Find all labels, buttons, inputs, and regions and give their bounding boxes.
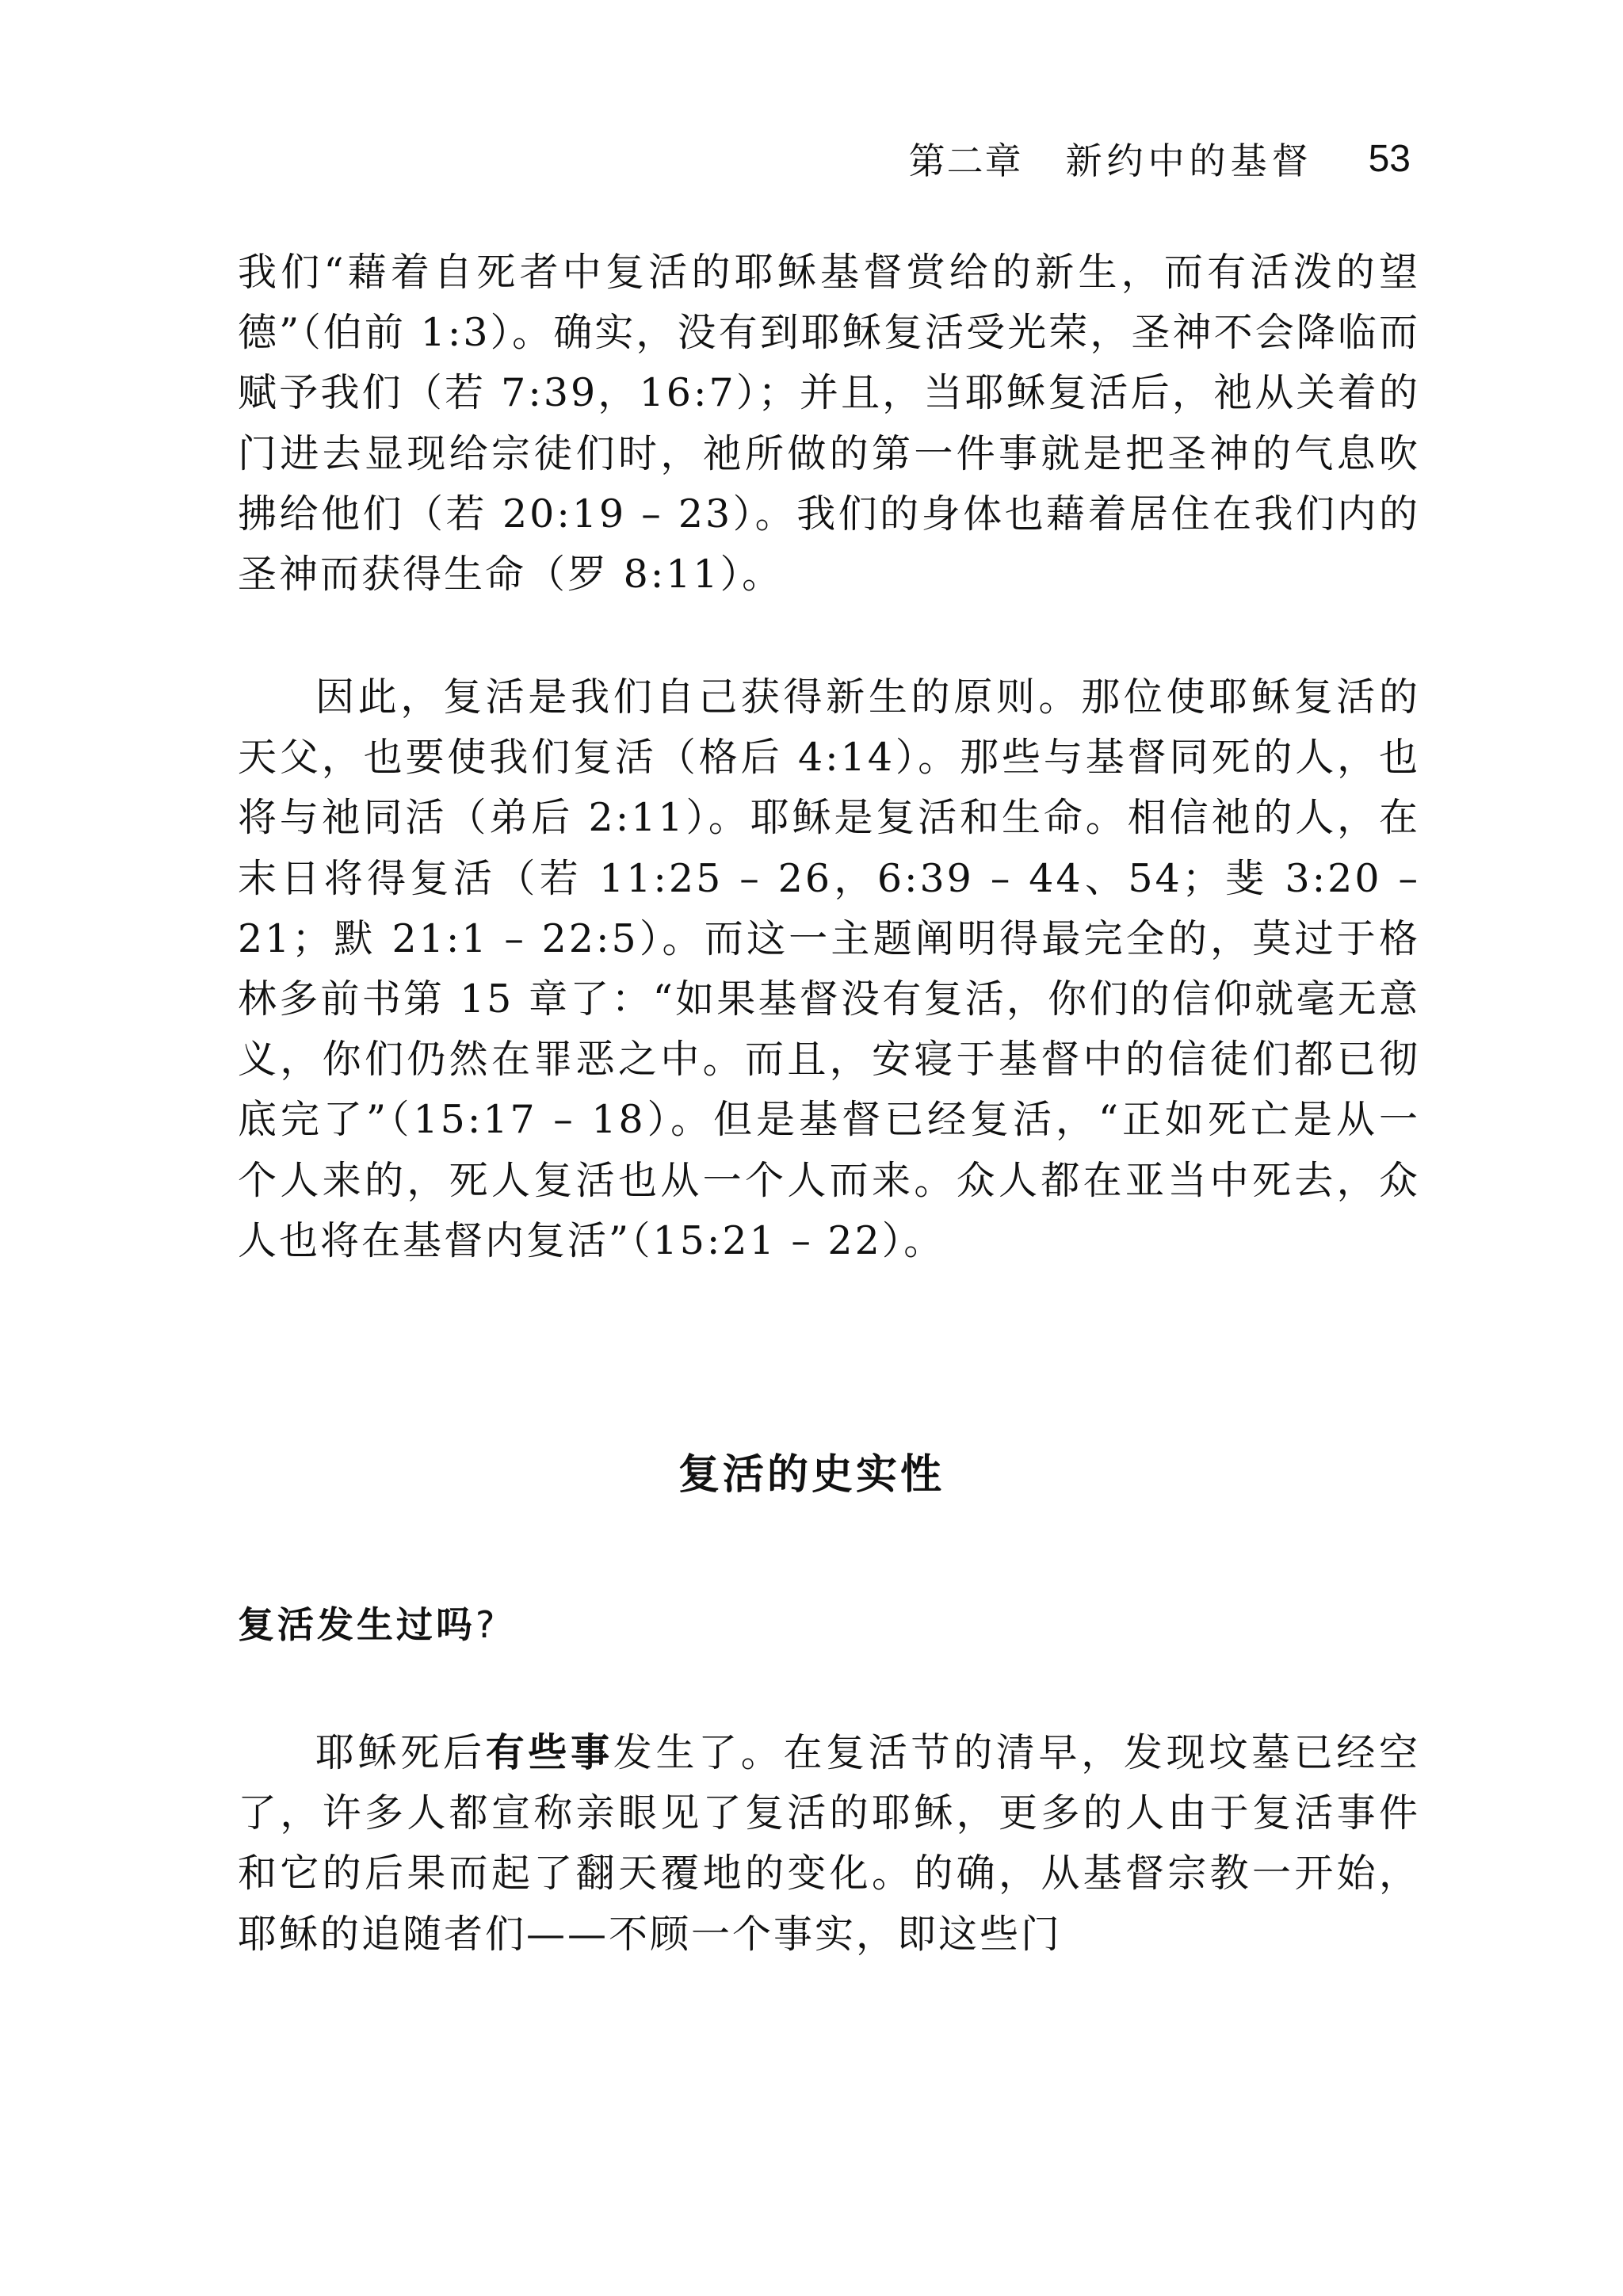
paragraph-3-suffix: 发生了。在复活节的清早，发现坟墓已经空了，许多人都宣称亲眼见了复活的耶稣，更多的人由于复活事件和它的后果而起了翻天覆地的变化。的确，从基督宗教一开始，耶稣的追随者们——不顾一个事实，即这些门 (238, 1730, 1420, 1957)
question-mark: ? (475, 1603, 498, 1646)
body-paragraph-3 (238, 1723, 1420, 1965)
body-paragraph-1: 我们“藉着自死者中复活的耶稣基督赏给的新生，而有活泼的望德”（伯前 1:3）。确实，没有到耶稣复活受光荣，圣神不会降临而赋予我们（若 7:39，16:7）；并且，当耶稣复活后，祂从关着的门进去显现给宗徒们时，祂所做的第一件事就是把圣神的气息吹拂给他们（若 20:19 – 23）。我们的身体也藉着居住在我们内的圣神而获得生命（罗 8:11）。 (238, 250, 1420, 598)
subsection-heading (238, 1596, 498, 1648)
body-paragraph-2: 因此，复活是我们自己获得新生的原则。那位使耶稣复活的天父，也要使我们复活（格后 4:14）。那些与基督同死的人，也将与祂同活（弟后 2:11）。耶稣是复活和生命。相信祂的人，在末日将得复活（若 11:25 – 26，6:39 – 44、54；斐 3:20 – 21；默 21:1 – 22:5）。而这一主题阐明得最完全的，莫过于格林多前书第 15 章了：“如果基督没有复活，你们的信仰就毫无意义，你们仍然在罪恶之中。而且，安寝于基督中的信徒们都已彻底完了”（15:17 – 18）。但是基督已经复活，“正如死亡是从一个人来的，死人复活也从一个人而来。众人都在亚当中死去，众人也将在基督内复活”（15:21 – 22）。 (238, 674, 1420, 1263)
section-heading: 复活的史实性 (678, 1451, 945, 1499)
running-header (888, 133, 1411, 184)
paragraph-3-emphasis: 有些事 (485, 1730, 613, 1775)
subsection-heading-text: 复活发生过吗 (238, 1603, 475, 1646)
chapter-label: 第二章 (908, 139, 1023, 182)
page-number: 53 (1368, 137, 1411, 180)
paragraph-3-prefix: 耶稣死后 (315, 1730, 486, 1775)
chapter-title: 新约中的基督 (1065, 139, 1313, 182)
